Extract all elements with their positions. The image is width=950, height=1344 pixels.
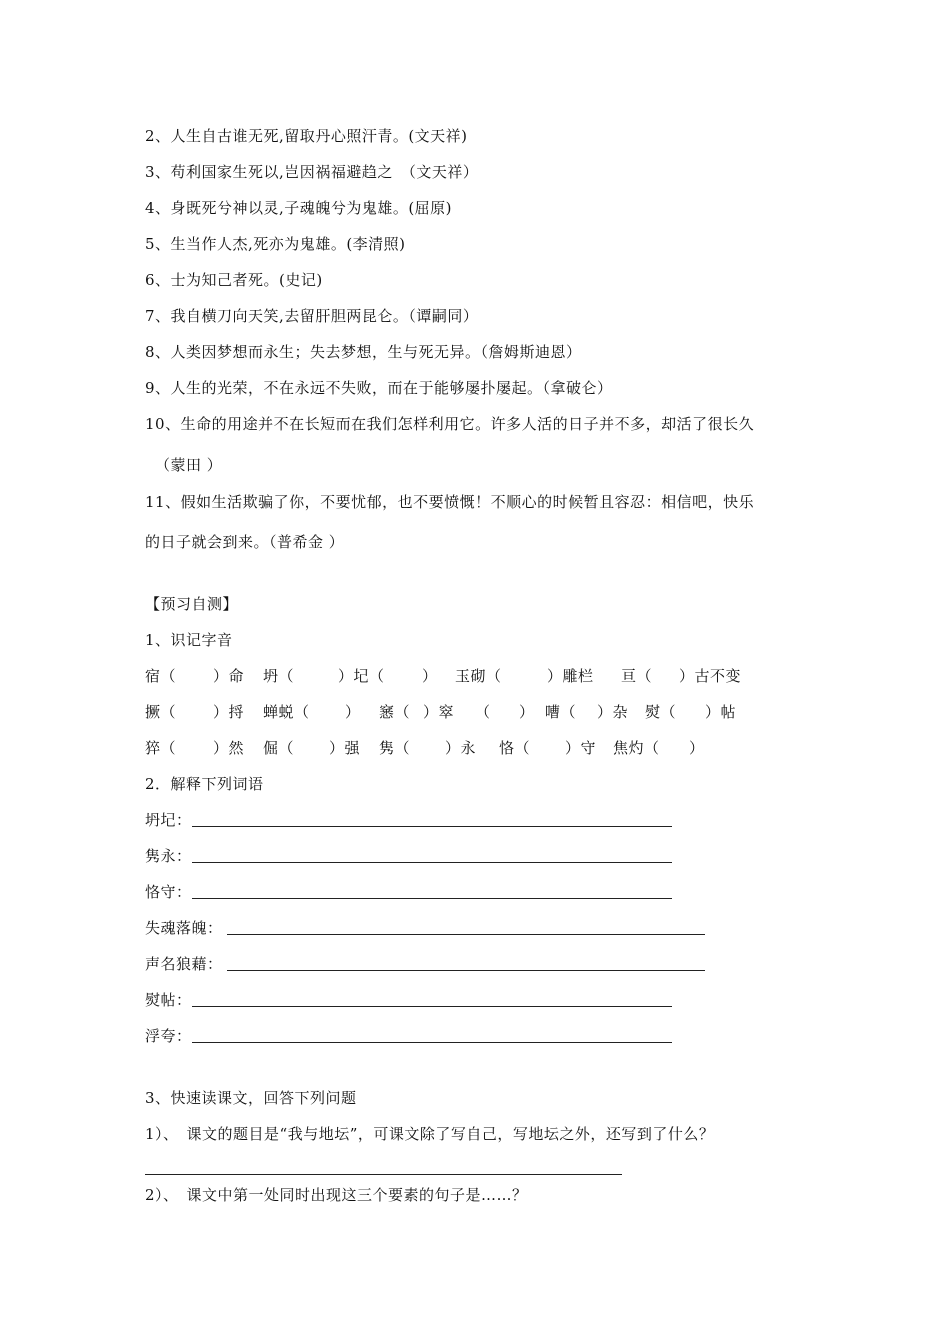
vocab-label: 坍圮：	[145, 811, 192, 829]
quote-7: 7、我自横刀向天笑,去留肝胆两昆仑。（谭嗣同）	[145, 307, 479, 325]
question-2-title: 2．解释下列词语	[145, 775, 264, 793]
quote-2: 2、人生自古谁无死,留取丹心照汗青。(文天祥)	[145, 127, 468, 145]
pinyin-item: 恪（	[499, 739, 531, 757]
question-3-item-2: 2）、 课文中第一处同时出现这三个要素的句子是……？	[145, 1186, 528, 1204]
answer-line[interactable]	[192, 898, 672, 899]
quote-6: 6、士为知己者死。(史记)	[145, 271, 323, 289]
answer-line[interactable]	[227, 934, 705, 935]
section-title: 【预习自测】	[145, 595, 239, 613]
pinyin-item: ）强	[329, 739, 361, 757]
pinyin-item: 焦灼（	[613, 739, 660, 757]
answer-line[interactable]	[145, 1174, 622, 1175]
pinyin-item: 蝉蜕（	[263, 703, 310, 721]
pinyin-item: ）	[345, 703, 361, 721]
pinyin-item: 嘈（	[545, 703, 577, 721]
question-3-item-1: 1）、 课文的题目是“我与地坛”，可课文除了写自己，写地坛之外，还写到了什么？	[145, 1125, 715, 1143]
answer-line[interactable]	[192, 1042, 672, 1043]
vocab-label: 恪守：	[145, 883, 192, 901]
quote-10-author: （蒙田 ）	[155, 456, 223, 474]
question-3-title: 3、快速读课文，回答下列问题	[145, 1089, 357, 1107]
pinyin-item: ）然	[213, 739, 245, 757]
vocab-label: 声名狼藉：	[145, 955, 223, 973]
pinyin-item: ）窣	[423, 703, 455, 721]
quote-5: 5、生当作人杰,死亦为鬼雄。(李清照)	[145, 235, 406, 253]
pinyin-item: 猝（	[145, 739, 177, 757]
quote-11: 11、假如生活欺骗了你，不要忧郁，也不要愤慨！不顺心的时候暂且容忍：相信吧，快乐	[145, 493, 755, 511]
pinyin-item: ）古不变	[679, 667, 742, 685]
vocab-label: 隽永：	[145, 847, 192, 865]
pinyin-row-3	[145, 738, 805, 758]
pinyin-item: 倔（	[263, 739, 295, 757]
quote-4: 4、身既死兮神以灵,子魂魄兮为鬼雄。(屈原)	[145, 199, 453, 217]
pinyin-row-1	[145, 666, 805, 686]
pinyin-item: 撅（	[145, 703, 177, 721]
pinyin-item: ）守	[565, 739, 597, 757]
pinyin-row-2	[145, 702, 805, 722]
pinyin-item: 坍（	[263, 667, 295, 685]
pinyin-item: ）雕栏	[547, 667, 594, 685]
pinyin-item: ）圮（	[338, 667, 385, 685]
pinyin-item: ）杂	[597, 703, 629, 721]
pinyin-item: 窸（	[379, 703, 411, 721]
pinyin-item: ）捋	[213, 703, 245, 721]
pinyin-item: 亘（	[621, 667, 653, 685]
pinyin-item: ）命	[213, 667, 245, 685]
pinyin-item: 熨（	[645, 703, 677, 721]
answer-line[interactable]	[192, 1006, 672, 1007]
quote-8: 8、人类因梦想而永生；失去梦想，生与死无异。（詹姆斯迪恩）	[145, 343, 582, 361]
pinyin-item: 玉砌（	[455, 667, 502, 685]
pinyin-item: ）	[519, 703, 535, 721]
vocab-label: 浮夸：	[145, 1027, 192, 1045]
vocab-label: 失魂落魄：	[145, 919, 223, 937]
pinyin-item: ）永	[445, 739, 477, 757]
pinyin-item: （	[475, 703, 491, 721]
quote-11-continued: 的日子就会到来。（普希金 ）	[145, 533, 345, 551]
pinyin-item: ）	[689, 739, 705, 757]
quote-9: 9、人生的光荣，不在永远不失败，而在于能够屡扑屡起。（拿破仑）	[145, 379, 613, 397]
pinyin-item: ）	[422, 667, 438, 685]
pinyin-item: 宿（	[145, 667, 177, 685]
vocab-label: 熨帖：	[145, 991, 192, 1009]
quote-10: 10、生命的用途并不在长短而在我们怎样利用它。许多人活的日子并不多，却活了很长久	[145, 415, 755, 433]
answer-line[interactable]	[227, 970, 705, 971]
pinyin-item: 隽（	[379, 739, 411, 757]
question-1-title: 1、识记字音	[145, 631, 233, 649]
answer-line[interactable]	[192, 826, 672, 827]
answer-line[interactable]	[192, 862, 672, 863]
quote-3: 3、苟利国家生死以,岂因祸福避趋之 （文天祥）	[145, 163, 479, 181]
pinyin-item: ）帖	[705, 703, 737, 721]
